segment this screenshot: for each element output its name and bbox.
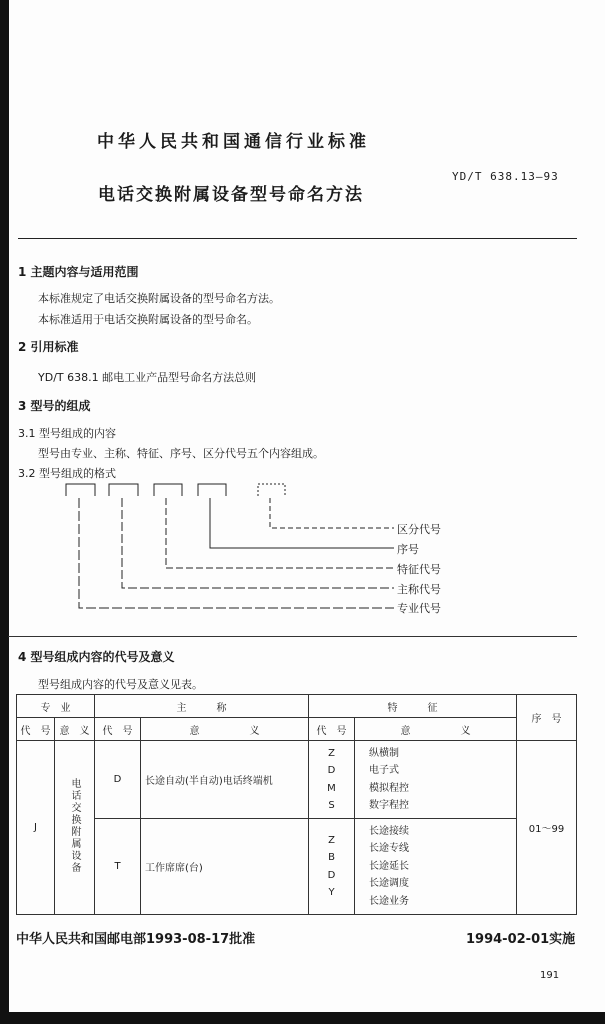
section-2-reference: YD/T 638.1 邮电工业产品型号命名方法总则 bbox=[38, 371, 257, 384]
serial-range-cell: 01～99 bbox=[517, 741, 577, 915]
col-header-main-meaning: 意 义 bbox=[141, 718, 309, 741]
label-serial-number: 序号 bbox=[397, 543, 419, 556]
col-header-specialty-code: 代 号 bbox=[17, 718, 55, 741]
label-specialty-code: 专业代号 bbox=[397, 602, 441, 615]
distinguish-code-box bbox=[258, 484, 285, 496]
feature-meaning: 长途延长 bbox=[369, 860, 409, 872]
feature-meaning: 长途接续 bbox=[369, 825, 409, 837]
model-code-table bbox=[16, 694, 577, 915]
specialty-code-cell: J bbox=[17, 741, 55, 915]
main-meaning-cell: 工作席席(台) bbox=[141, 819, 309, 915]
specialty-meaning-text: 电话交换附属设备 bbox=[69, 778, 80, 874]
standard-code: YD/T 638.13—93 bbox=[452, 170, 559, 183]
section-3-2-heading: 3.2 型号组成的格式 bbox=[18, 467, 116, 480]
feature-code: Z bbox=[328, 747, 335, 759]
distinguish-code-leader bbox=[270, 498, 394, 528]
col-header-feature-code: 代 号 bbox=[309, 718, 355, 741]
col-header-specialty-meaning: 意 义 bbox=[55, 718, 95, 741]
feature-code: S bbox=[328, 800, 335, 811]
section-1-paragraph-2: 本标准适用于电话交换附属设备的型号命名。 bbox=[38, 313, 258, 326]
label-distinguish-code: 区分代号 bbox=[397, 523, 441, 536]
feature-meaning: 数字程控 bbox=[369, 800, 409, 811]
feature-meaning: 长途业务 bbox=[369, 895, 409, 907]
document-title: 电话交换附属设备型号命名方法 bbox=[98, 185, 364, 205]
group-header-feature: 特 征 bbox=[309, 695, 517, 718]
col-header-feature-meaning: 意 义 bbox=[355, 718, 517, 741]
table-row bbox=[17, 741, 577, 819]
feature-meaning: 长途专线 bbox=[369, 843, 409, 855]
feature-code: M bbox=[327, 782, 336, 794]
table-column-header-row bbox=[17, 718, 577, 741]
table-row bbox=[17, 819, 577, 915]
header-rule bbox=[18, 238, 577, 239]
feature-code: B bbox=[328, 852, 335, 863]
feature-meaning: 电子式 bbox=[369, 765, 399, 776]
group-header-main: 主 称 bbox=[95, 695, 309, 718]
feature-meaning-cell bbox=[355, 741, 517, 819]
feature-code-box bbox=[154, 484, 182, 496]
section-2-heading: 2 引用标准 bbox=[18, 340, 79, 354]
section-1-heading: 1 主题内容与适用范围 bbox=[18, 265, 139, 279]
page-number: 191 bbox=[540, 970, 560, 981]
feature-code: Y bbox=[328, 887, 335, 898]
main-code-cell: T bbox=[95, 819, 141, 915]
section-divider bbox=[8, 636, 577, 637]
scan-bottom-edge bbox=[0, 1012, 605, 1024]
section-3-heading: 3 型号的组成 bbox=[18, 399, 91, 413]
specialty-code-leader bbox=[79, 498, 394, 608]
feature-code: D bbox=[327, 765, 336, 776]
standard-title: 中华人民共和国通信行业标准 bbox=[97, 132, 370, 152]
footer-implementation-date: 1994-02-01实施 bbox=[466, 932, 576, 947]
section-3-1-heading: 3.1 型号组成的内容 bbox=[18, 427, 116, 440]
feature-code-leader bbox=[166, 498, 394, 568]
feature-code: Z bbox=[328, 834, 335, 846]
footer-issuer: 中华人民共和国邮电部1993-08-17批准 bbox=[16, 932, 256, 947]
feature-meaning-cell bbox=[355, 819, 517, 915]
main-code-leader bbox=[122, 498, 394, 588]
section-1-paragraph-1: 本标准规定了电话交换附属设备的型号命名方法。 bbox=[38, 292, 280, 305]
model-format-diagram bbox=[0, 478, 605, 618]
section-4-intro: 型号组成内容的代号及意义见表。 bbox=[38, 678, 203, 691]
group-header-specialty: 专 业 bbox=[17, 695, 95, 718]
table-group-header-row bbox=[17, 695, 577, 718]
main-code-cell: D bbox=[95, 741, 141, 819]
label-feature-code: 特征代号 bbox=[397, 563, 441, 576]
feature-meaning: 长途调度 bbox=[369, 878, 409, 890]
feature-meaning: 模拟程控 bbox=[369, 782, 409, 794]
serial-number-leader bbox=[210, 498, 394, 548]
main-meaning-cell: 长途自动(半自动)电话终端机 bbox=[141, 741, 309, 819]
feature-meaning: 纵横制 bbox=[369, 747, 399, 759]
specialty-meaning-cell bbox=[55, 741, 95, 915]
section-4-heading: 4 型号组成内容的代号及意义 bbox=[18, 650, 175, 664]
main-code-box bbox=[109, 484, 138, 496]
specialty-code-box bbox=[66, 484, 95, 496]
col-header-main-code: 代 号 bbox=[95, 718, 141, 741]
label-main-code: 主称代号 bbox=[397, 583, 441, 596]
feature-code: D bbox=[327, 869, 336, 881]
serial-number-box bbox=[198, 484, 226, 496]
feature-code-cell bbox=[309, 819, 355, 915]
feature-code-cell bbox=[309, 741, 355, 819]
group-header-serial: 序 号 bbox=[517, 695, 577, 741]
section-3-1-text: 型号由专业、主称、特征、序号、区分代号五个内容组成。 bbox=[38, 447, 324, 460]
